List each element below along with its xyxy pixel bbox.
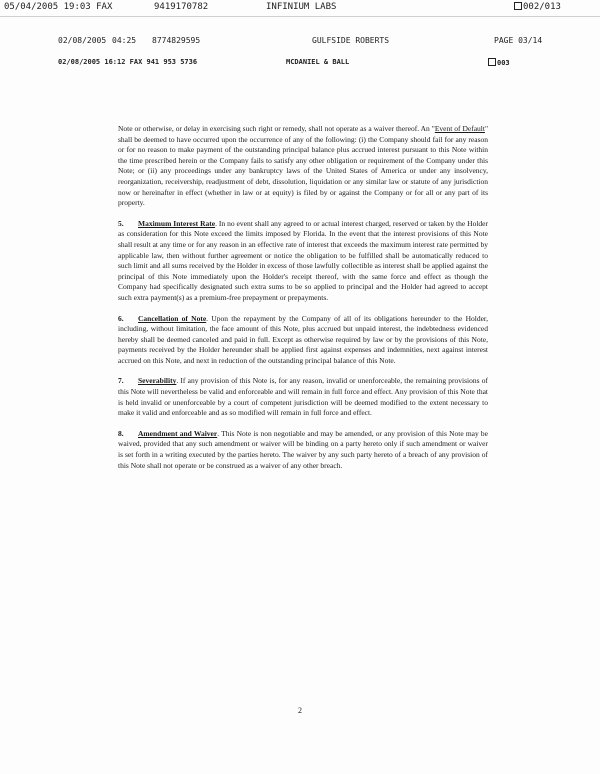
second-fax-header [0,36,600,48]
section-text: . If any provision of this Note is, for any reason, invalid or unenforceable, the remaining provisions of this Note will nevertheless be valid and enforceable and will remain in full force and effect. Any provision of this Note that is held invalid or unenforceable by a court of competent jurisdiction will be deemed modified to the extent necessary to make it valid and enforceable and as so modified will remain in full force and effect. [118,376,488,418]
second-header-date: 02/08/2005 [58,36,107,45]
section-number: 7. [118,376,124,386]
document-body [118,124,488,481]
event-of-default-term: Event of Default [434,124,485,133]
opening-text-start: Note or otherwise, or delay in exercising such right or remedy, shall not operate as a waiver thereof. An " [118,124,435,133]
second-header-sender: GULFSIDE ROBERTS [312,36,390,45]
fax-page-icon [514,2,522,10]
second-header-number: 8774829595 [152,36,201,45]
section-7 [118,376,488,418]
fax-company: INFINIUM LABS [266,2,337,12]
second-header-page: PAGE 03/14 [494,36,543,45]
section-8 [118,429,488,471]
third-header-page-icon [488,58,496,66]
opening-paragraph [118,124,488,209]
page-number: 2 [298,706,302,715]
section-text: . Upon the repayment by the Company of all of its obligations hereunder to the Holder, including, without limitation, the face amount of this Note, plus accrued but unpaid interest, the indebtedness evidenced hereby shall be deemed canceled and paid in full. Except as otherwise required by law or by the provisions of this Note, payments received by the Holder hereunder shall be applied first against expenses and indemnities, next against interest accrued on this Note, and next in reduction of the outstanding principal balance of this Note. [118,313,488,365]
section-5 [118,219,488,304]
section-heading: Severability [138,376,177,386]
fax-page-value: 002/013 [523,2,561,12]
section-number: 8. [118,428,124,438]
third-header-page [488,58,510,67]
fax-datetime: 05/04/2005 19:03 FAX [4,2,113,12]
third-header-page-value: 003 [497,59,510,67]
fax-number: 9419170782 [154,2,209,12]
fax-header [4,2,596,14]
third-header-datetime: 02/08/2005 16:12 FAX 941 953 5736 [58,58,198,66]
third-fax-header [0,58,600,70]
section-6 [118,314,488,367]
section-heading: Amendment and Waiver [138,428,218,438]
second-header-time: 04:25 [112,36,137,45]
section-number: 5. [118,218,124,228]
third-header-sender: MCDANIEL & BALL [286,58,350,66]
section-text: . In no event shall any agreed to or actual interest charged, reserved or taken by the Holder as consideration for this Note exceed the limits imposed by Florida. In the event that the interest provisions of this Note shall result at any time or for any reason in an effective rate of interest that exceeds the maximum interest rate permitted by applicable law, then without further agreement or notice the obligation to be fulfilled shall be automatically reduced to such limit and all sums received by the Holder in excess of those lawfully collectible as interest shall be applied against the principal of this Note immediately upon the Holder's receipt thereof, with the same force and effect as though the Company had specifically designated such extra sums to be so applied to principal and the Holder had agreed to accept such extra payment(s) as a premium-free prepayment or prepayments. [118,218,488,302]
section-heading: Cancellation of Note [138,313,207,323]
fax-header-divider [0,16,600,17]
fax-page [514,2,561,12]
section-text: . This Note is non negotiable and may be amended, or any provision of this Note may be waived, provided that any such amendment or waiver will be binding on a party hereto only if such amendment or waiver is set forth in a writing executed by the parties hereto. The waiver by any such party hereto of a breach of any provision of this Note shall not operate or be construed as a waiver of any other breach. [118,428,488,470]
section-heading: Maximum Interest Rate [138,218,216,228]
section-number: 6. [118,313,124,323]
opening-text-rest: " shall be deemed to have occurred upon the occurrence of any of the following: (i) the Company should fail for any reason or for no reason to make payment of the outstanding principal balance plus accrued interest pursuant to this Note within the time prescribed herein or the Company fails to satisfy any other obligation or requirement of the Company under this Note; or (ii) any proceedings under any bankruptcy laws of the United States of America or under any insolvency, reorganization, receivership, readjustment of debt, dissolution, liquidation or any similar law or statute of any jurisdiction now or hereinafter in effect (whether in law or at equity) is filed by or against the Company or for all or any part of its property. [118,124,489,208]
